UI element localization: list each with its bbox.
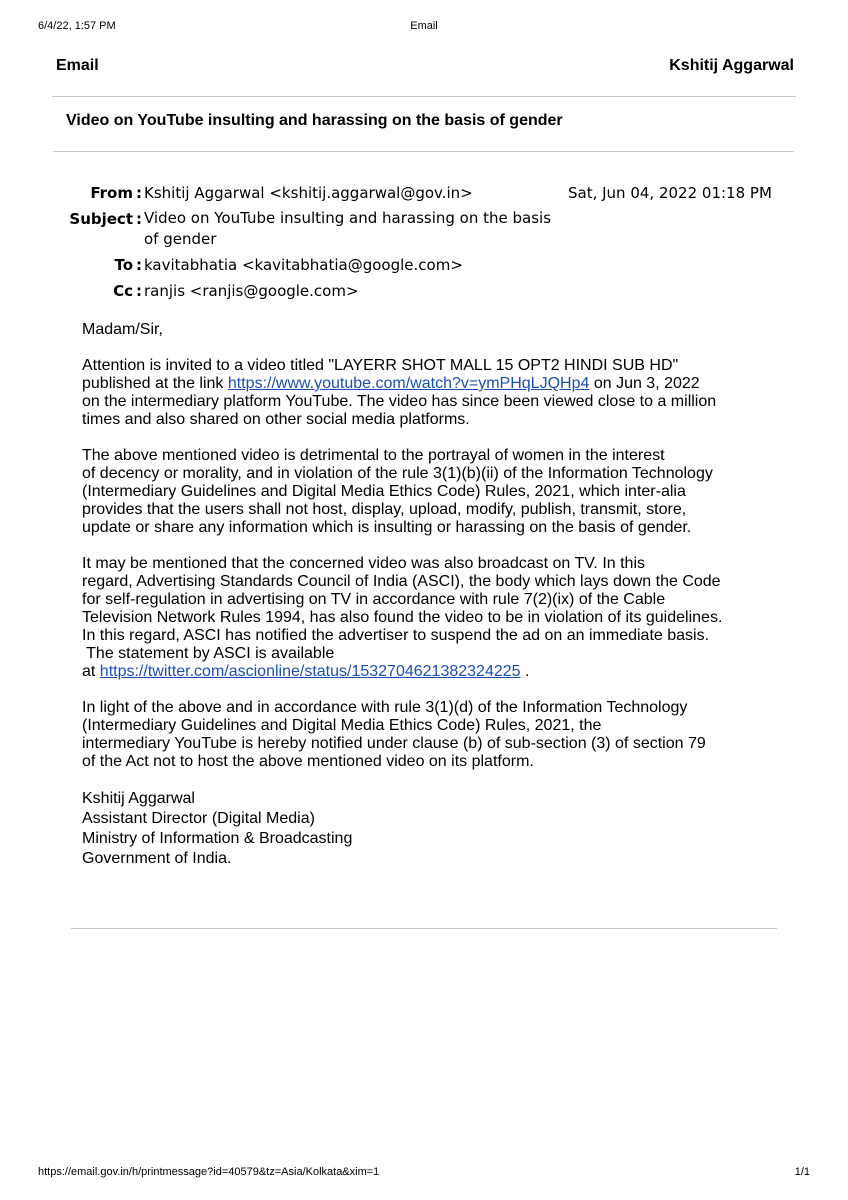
signature-name: Kshitij Aggarwal: [82, 790, 195, 807]
from-row: [60, 182, 800, 204]
print-title: Email: [410, 20, 438, 32]
app-bar: [56, 57, 794, 79]
from-label: From :: [90, 184, 142, 202]
footer-divider: [71, 928, 777, 929]
youtube-video-link[interactable]: https://www.youtube.com/watch?v=ymPHqLJQHp4: [227, 375, 590, 392]
print-datetime: 6/4/22, 1:57 PM: [38, 20, 116, 32]
signature-ministry: Ministry of Information & Broadcasting: [82, 830, 353, 847]
print-url: https://email.gov.in/h/printmessage?id=40579&tz=Asia/Kolkata&xim=1: [38, 1166, 380, 1178]
subject-row: [60, 208, 800, 250]
body-paragraph-4: In light of the above and in accordance with rule 3(1)(d) of the Information Technology (Intermediary Guidelines and Digital Media Ethics Code) Rules, 2021, the intermediary YouTube is hereby notified under clause (b) of sub-section (3) of section 79 of the Act not to host the above mentioned video on its platform.: [82, 699, 706, 770]
subject-value: Video on YouTube insulting and harassing on the basis of gender: [144, 209, 552, 248]
user-name: Kshitij Aggarwal: [669, 57, 794, 74]
signature-designation: Assistant Director (Digital Media): [82, 810, 315, 827]
from-value[interactable]: Kshitij Aggarwal <kshitij.aggarwal@gov.in>: [144, 184, 473, 202]
body-paragraph-2: The above mentioned video is detrimental to the portrayal of women in the interest of decency or morality, and in violation of the rule 3(1)(b)(ii) of the Information Technology (Intermediary Guidelines and Digital Media Ethics Code) Rules, 2021, which inter-alia provides that the users shall not host, display, upload, modify, publish, transmit, store, update or share any information which is insulting or harassing on the basis of gender.: [82, 447, 713, 536]
message-body: [82, 321, 782, 887]
app-name: Email: [56, 57, 99, 74]
subject-divider: [53, 151, 794, 152]
to-label: To :: [114, 256, 142, 274]
cc-value[interactable]: ranjis <ranjis@google.com>: [144, 282, 359, 300]
to-row: [60, 254, 800, 276]
subject-label: Subject :: [69, 210, 142, 228]
cc-label: Cc :: [113, 282, 142, 300]
message-subject-heading: Video on YouTube insulting and harassing on the basis of gender: [66, 112, 563, 129]
cc-row: [60, 280, 800, 302]
body-paragraph-3: It may be mentioned that the concerned video was also broadcast on TV. In this regard, Advertising Standards Council of India (ASCI), the body which lays down the Code for self-regulation in advertising on TV in accordance with rule 7(2)(ix) of the Cable Television Network Rules 1994, has also found the video to be in violation of its guidelines. In this regard, ASCI has notified the advertiser to suspend the ad on an immediate basis. The statement by ASCI is available at https://twitter.com/ascionline/status/1532704621382324225 .: [82, 555, 723, 680]
signature-government: Government of India.: [82, 850, 232, 867]
header-divider: [52, 96, 796, 97]
message-date: Sat, Jun 04, 2022 01:18 PM: [568, 184, 772, 202]
print-footer: [38, 1166, 810, 1180]
print-header: [38, 20, 810, 34]
signature: [82, 789, 782, 869]
to-value[interactable]: kavitabhatia <kavitabhatia@google.com>: [144, 256, 463, 274]
body-paragraph-1: Attention is invited to a video titled "LAYERR SHOT MALL 15 OPT2 HINDI SUB HD" published at the link https://www.youtube.com/watch?v=ymPHqLJQHp4 on Jun 3, 2022 on the intermediary platform YouTube. The video has since been viewed close to a million times and also shared on other social media platforms.: [82, 357, 717, 428]
page-number: 1/1: [794, 1166, 810, 1178]
message-meta: [60, 182, 800, 306]
greeting: Madam/Sir,: [82, 321, 163, 338]
asci-twitter-link[interactable]: https://twitter.com/ascionline/status/1532704621382324225: [99, 663, 521, 680]
